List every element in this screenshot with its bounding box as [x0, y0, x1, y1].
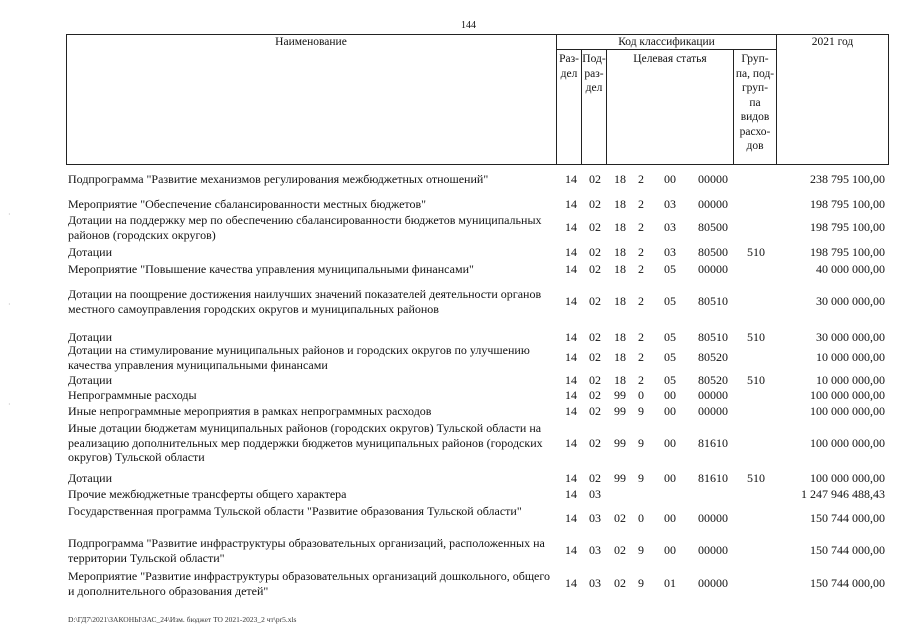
scan-mark: ·: [8, 400, 11, 409]
row-razdel: 14: [565, 487, 577, 501]
row-podrazdel: 02: [589, 220, 601, 235]
row-amount: 30 000 000,00: [816, 294, 885, 309]
row-razdel: 14: [565, 404, 577, 418]
header-razdel-line: дел: [560, 67, 578, 80]
row-name: Иные дотации бюджетам муниципальных районов (городских округов) Тульской области на реализацию дополнительных мер поддержки бюджетов муниципальных районов (городских округов) Тульской области: [68, 421, 543, 464]
row-amount: 100 000 000,00: [810, 388, 885, 402]
row-target-program: 02: [614, 543, 626, 558]
row-podrazdel: 02: [589, 330, 601, 344]
header-vr-line: расхо-: [739, 125, 771, 138]
row-razdel: 14: [565, 197, 577, 211]
row-target-subprogram: 0: [638, 388, 644, 402]
row-target-subprogram: 2: [638, 373, 644, 387]
row-podrazdel: 02: [589, 197, 601, 211]
row-amount: 40 000 000,00: [816, 262, 885, 276]
row-target-direction: 81610: [698, 435, 728, 450]
row-name: Мероприятие "Обеспечение сбалансированности местных бюджетов": [68, 197, 427, 211]
header-vr-line: па: [749, 96, 761, 109]
row-target-direction: 80520: [698, 350, 728, 365]
row-amount: 198 795 100,00: [810, 245, 885, 259]
row-amount: 150 744 000,00: [810, 576, 885, 591]
row-target-subprogram: 2: [638, 294, 644, 309]
row-amount: 150 744 000,00: [810, 511, 885, 526]
row-target-event: 00: [664, 543, 676, 558]
row-expense-group: 510: [747, 373, 765, 387]
row-name: Дотации: [68, 373, 113, 387]
row-target-program: 99: [614, 435, 626, 450]
row-target-direction: 80510: [698, 330, 728, 344]
header-vr-line: Груп-: [741, 53, 769, 65]
row-target-event: 00: [664, 511, 676, 526]
row-target-event: 00: [664, 172, 676, 186]
row-podrazdel: 02: [589, 435, 601, 450]
page-number: 144: [461, 20, 476, 31]
row-name: Дотации: [68, 245, 113, 259]
row-amount: 10 000 000,00: [816, 350, 885, 365]
header-razdel-line: Раз-: [559, 53, 579, 65]
row-razdel: 14: [565, 330, 577, 344]
row-podrazdel: 03: [589, 543, 601, 558]
row-target-program: 18: [614, 220, 626, 235]
row-name: Дотации: [68, 471, 113, 485]
header-podrazdel-line: раз-: [584, 67, 604, 80]
row-podrazdel: 02: [589, 262, 601, 276]
row-amount: 10 000 000,00: [816, 373, 885, 387]
row-amount: 1 247 946 488,43: [801, 487, 885, 501]
row-amount: 100 000 000,00: [810, 435, 885, 450]
row-podrazdel: 02: [589, 294, 601, 309]
row-name: Дотации: [68, 330, 113, 344]
row-razdel: 14: [565, 172, 577, 186]
row-target-program: 02: [614, 576, 626, 591]
row-name: Дотации на стимулирование муниципальных районов и городских округов по улучшению качества управления муниципальными финансами: [68, 343, 530, 372]
row-target-program: 18: [614, 294, 626, 309]
row-target-program: 02: [614, 511, 626, 526]
scan-mark: ·: [8, 210, 11, 219]
row-target-direction: 00000: [698, 172, 728, 186]
row-target-event: 05: [664, 330, 676, 344]
row-podrazdel: 03: [589, 511, 601, 526]
row-razdel: 14: [565, 245, 577, 259]
row-target-direction: 00000: [698, 404, 728, 418]
row-target-subprogram: 9: [638, 471, 644, 485]
row-podrazdel: 02: [589, 172, 601, 186]
row-target-subprogram: 2: [638, 330, 644, 344]
row-target-subprogram: 2: [638, 172, 644, 186]
row-target-event: 03: [664, 220, 676, 235]
row-expense-group: 510: [747, 471, 765, 485]
row-target-program: 18: [614, 330, 626, 344]
row-razdel: 14: [565, 511, 577, 526]
row-podrazdel: 02: [589, 245, 601, 259]
row-target-subprogram: 2: [638, 197, 644, 211]
row-target-program: 99: [614, 404, 626, 418]
row-razdel: 14: [565, 262, 577, 276]
row-target-event: 00: [664, 404, 676, 418]
row-name: Прочие межбюджетные трансферты общего характера: [68, 487, 347, 501]
row-razdel: 14: [565, 543, 577, 558]
row-podrazdel: 02: [589, 471, 601, 485]
row-razdel: 14: [565, 294, 577, 309]
row-target-direction: 80500: [698, 220, 728, 235]
row-target-direction: 00000: [698, 576, 728, 591]
row-razdel: 14: [565, 435, 577, 450]
row-podrazdel: 02: [589, 373, 601, 387]
row-amount: 198 795 100,00: [810, 220, 885, 235]
row-target-event: 05: [664, 262, 676, 276]
row-razdel: 14: [565, 388, 577, 402]
header-vr-line: груп-: [741, 82, 769, 94]
row-target-subprogram: 9: [638, 404, 644, 418]
row-target-subprogram: 2: [638, 245, 644, 259]
row-name: Государственная программа Тульской области "Развитие образования Тульской области": [68, 504, 522, 518]
row-target-event: 05: [664, 294, 676, 309]
row-target-direction: 80520: [698, 373, 728, 387]
row-target-event: 00: [664, 388, 676, 402]
row-target-event: 05: [664, 373, 676, 387]
row-target-program: 99: [614, 471, 626, 485]
row-razdel: 14: [565, 220, 577, 235]
header-podrazdel-line: Под-: [582, 53, 606, 65]
row-target-subprogram: 9: [638, 435, 644, 450]
row-amount: 198 795 100,00: [810, 197, 885, 211]
row-amount: 100 000 000,00: [810, 404, 885, 418]
row-podrazdel: 03: [589, 487, 601, 501]
row-target-direction: 00000: [698, 511, 728, 526]
row-expense-group: 510: [747, 245, 765, 259]
row-target-event: 05: [664, 350, 676, 365]
row-target-program: 18: [614, 245, 626, 259]
row-target-event: 03: [664, 197, 676, 211]
header-target: Целевая статья: [633, 53, 707, 65]
row-target-subprogram: 9: [638, 576, 644, 591]
header-code: Код классификации: [618, 36, 715, 48]
row-target-direction: 80500: [698, 245, 728, 259]
row-target-subprogram: 9: [638, 543, 644, 558]
file-path-footer: D:\ГД7\2021\ЗАКОНЫ\ЗАС_24\Изм. бюджет ТО 2021-2023_2 чт\pr5.xls: [68, 615, 297, 624]
row-target-event: 00: [664, 435, 676, 450]
row-target-subprogram: 2: [638, 350, 644, 365]
row-expense-group: 510: [747, 330, 765, 344]
row-name: Непрограммные расходы: [68, 388, 197, 402]
row-target-event: 01: [664, 576, 676, 591]
row-target-direction: 80510: [698, 294, 728, 309]
row-target-program: 99: [614, 388, 626, 402]
row-target-program: 18: [614, 373, 626, 387]
row-target-program: 18: [614, 172, 626, 186]
row-podrazdel: 02: [589, 404, 601, 418]
row-razdel: 14: [565, 471, 577, 485]
row-amount: 100 000 000,00: [810, 471, 885, 485]
row-name: Подпрограмма "Развитие инфраструктуры образовательных организаций, расположенных на территории Тульской области": [68, 536, 545, 565]
row-target-direction: 00000: [698, 262, 728, 276]
row-target-direction: 00000: [698, 543, 728, 558]
row-target-direction: 81610: [698, 471, 728, 485]
scan-mark: ·: [8, 300, 11, 309]
row-razdel: 14: [565, 576, 577, 591]
header-vr-line: дов: [746, 140, 764, 152]
row-target-direction: 00000: [698, 388, 728, 402]
row-target-subprogram: 0: [638, 511, 644, 526]
row-target-event: 00: [664, 471, 676, 485]
row-amount: 238 795 100,00: [810, 172, 885, 186]
row-target-subprogram: 2: [638, 262, 644, 276]
header-vr-line: видов: [740, 111, 770, 123]
row-razdel: 14: [565, 350, 577, 365]
row-target-event: 03: [664, 245, 676, 259]
row-podrazdel: 02: [589, 350, 601, 365]
row-name: Подпрограмма "Развитие механизмов регулирования межбюджетных отношений": [68, 172, 489, 186]
row-target-subprogram: 2: [638, 220, 644, 235]
header-year: 2021 год: [811, 36, 854, 48]
row-name: Мероприятие "Развитие инфраструктуры образовательных организаций дошкольного, общего и дополнительного образования детей": [68, 569, 551, 598]
row-amount: 30 000 000,00: [816, 330, 885, 344]
row-target-program: 18: [614, 350, 626, 365]
row-podrazdel: 03: [589, 576, 601, 591]
row-podrazdel: 02: [589, 388, 601, 402]
row-name: Иные непрограммные мероприятия в рамках непрограммных расходов: [68, 404, 432, 418]
row-target-direction: 00000: [698, 197, 728, 211]
row-name: Дотации на поддержку мер по обеспечению сбалансированности бюджетов муниципальных районов (городских округов): [68, 213, 542, 242]
row-target-program: 18: [614, 197, 626, 211]
header-vr-line: па, под-: [735, 67, 775, 80]
header-podrazdel-line: дел: [585, 82, 603, 94]
row-name: Мероприятие "Повышение качества управления муниципальными финансами": [68, 262, 474, 276]
row-name: Дотации на поощрение достижения наилучших значений показателей деятельности органов местного самоуправления городских округов и муниципальных районов: [68, 287, 542, 316]
row-amount: 150 744 000,00: [810, 543, 885, 558]
row-target-program: 18: [614, 262, 626, 276]
header-name: Наименование: [275, 36, 347, 48]
row-razdel: 14: [565, 373, 577, 387]
